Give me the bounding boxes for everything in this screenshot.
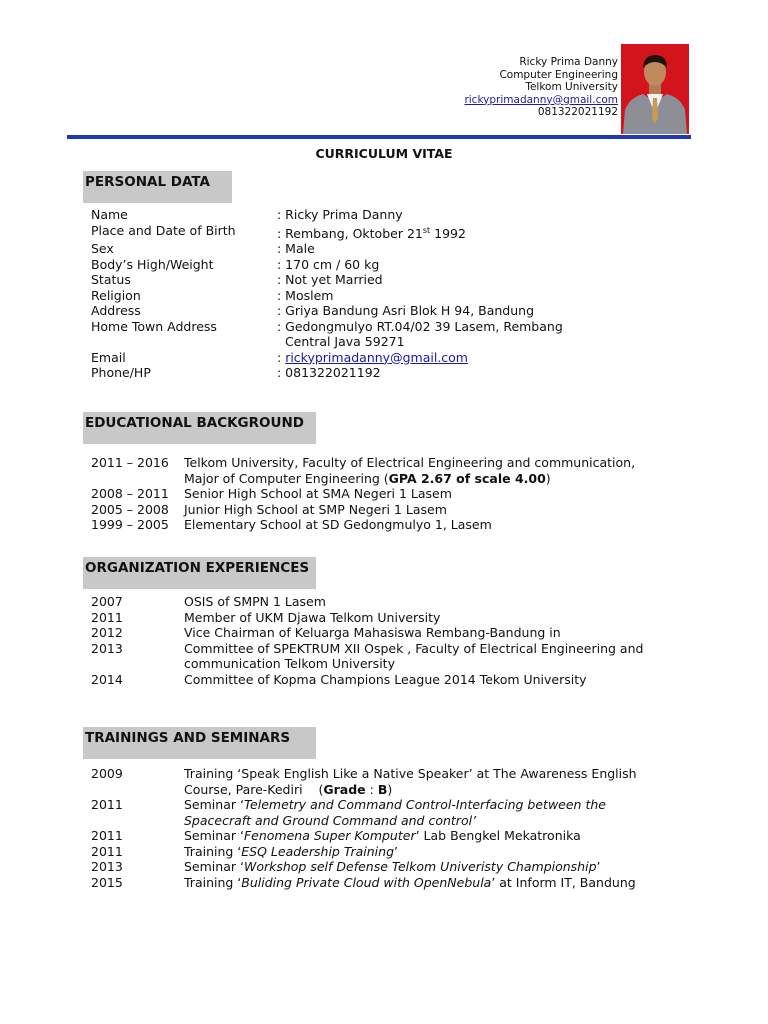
- entry-text-part: Training ‘: [184, 874, 242, 890]
- field-value-text: : Moslem: [277, 287, 334, 303]
- personal-data-row: [91, 334, 563, 350]
- training-row: [91, 766, 664, 782]
- entry-text: [184, 641, 664, 657]
- entry-text-suffix: ’ at Inform IT, Bandung: [491, 874, 636, 890]
- personal-data-list: [91, 207, 563, 381]
- entry-text: [184, 859, 664, 875]
- year: [91, 782, 184, 798]
- field-label: Address: [91, 303, 141, 319]
- entry-title-italic: Buliding Private Cloud with OpenNebula: [241, 874, 492, 890]
- year: 2015: [91, 874, 123, 890]
- year: 2012: [91, 625, 123, 640]
- entry-title-italic: Fenomena Super Komputer: [243, 828, 416, 843]
- entry-text-suffix: ): [387, 781, 393, 797]
- trainings-list: [91, 766, 664, 890]
- organization-row: [91, 625, 664, 641]
- entry-text-suffix: ’: [394, 843, 398, 859]
- entry-text: [184, 486, 664, 502]
- entry-text-part: Junior High School at SMP Negeri 1 Lasem: [184, 501, 447, 517]
- field-value-text: : Male: [277, 241, 315, 257]
- year: 2014: [91, 671, 123, 687]
- field-label: Home Town Address: [91, 318, 217, 334]
- personal-data-row: [91, 365, 563, 381]
- header-major: Computer Engineering: [499, 68, 618, 81]
- field-value-text: : Griya Bandung Asri Blok H 94, Bandung: [277, 303, 535, 319]
- field-value: [277, 241, 563, 257]
- personal-data-row: [91, 241, 563, 257]
- field-value: [277, 319, 563, 335]
- training-row: [91, 875, 664, 891]
- entry-text: [184, 797, 664, 813]
- entry-text-part: Training ‘Speak English Like a Native Speaker’ at The Awareness English: [184, 766, 637, 781]
- document-title: CURRICULUM VITAE: [315, 146, 453, 161]
- personal-data-row: [91, 288, 563, 304]
- entry-text-part: Senior High School at SMA Negeri 1 Lasem: [184, 486, 452, 501]
- entry-text: [184, 594, 664, 610]
- year: 2013: [91, 859, 123, 874]
- entry-text-part: Training ‘: [184, 843, 242, 859]
- personal-data-row: [91, 303, 563, 319]
- profile-photo: [621, 44, 689, 134]
- entry-text-part: communication Telkom University: [184, 656, 395, 671]
- entry-text-part: Seminar ‘: [184, 797, 244, 812]
- entry-text-part: Vice Chairman of Keluarga Mahasiswa Rembang-Bandung in: [184, 625, 561, 640]
- organization-list: [91, 594, 664, 687]
- personal-data-row: [91, 207, 563, 223]
- field-value: [277, 272, 563, 288]
- field-value: [277, 334, 563, 350]
- year: [91, 656, 184, 672]
- training-row: [91, 797, 664, 813]
- field-value-text: : 081322021192: [277, 365, 381, 381]
- year: 2011 – 2016: [91, 455, 169, 470]
- entry-text: [184, 875, 664, 891]
- personal-data-row: [91, 350, 563, 366]
- field-label: Place and Date of Birth: [91, 222, 236, 238]
- entry-text-part: OSIS of SMPN 1 Lasem: [184, 594, 326, 609]
- training-row: [91, 844, 664, 860]
- year: 2005 – 2008: [91, 501, 169, 517]
- field-value: [277, 350, 563, 366]
- education-row: [91, 471, 664, 487]
- field-value-text: : Ricky Prima Danny: [277, 207, 403, 222]
- entry-title-italic: Telemetry and Command Control-Interfacing between the: [243, 797, 606, 812]
- entry-text-part: Member of UKM Djawa Telkom University: [184, 609, 441, 625]
- year: 2011: [91, 843, 123, 859]
- entry-text: [184, 610, 664, 626]
- entry-text: [184, 766, 664, 782]
- training-row: [91, 859, 664, 875]
- training-row: [91, 813, 664, 829]
- year: [91, 471, 184, 487]
- entry-text-part: Seminar ‘: [184, 859, 244, 874]
- section-heading-organization: ORGANIZATION EXPERIENCES: [83, 557, 316, 589]
- education-list: [91, 455, 664, 533]
- entry-title-italic: Spacecraft and Ground Command and control’: [184, 812, 477, 828]
- year: 2007: [91, 594, 123, 609]
- field-label: Email: [91, 349, 126, 365]
- section-heading-education: EDUCATIONAL BACKGROUND: [83, 412, 316, 444]
- entry-text: [184, 625, 664, 641]
- entry-text-part: Committee of SPEKTRUM XII Ospek , Faculty of Electrical Engineering and: [184, 640, 644, 656]
- header-info: [464, 56, 618, 119]
- organization-row: [91, 672, 664, 688]
- entry-title-italic: Workshop self Defense Telkom Univeristy Championship: [243, 859, 597, 874]
- education-row: [91, 517, 664, 533]
- personal-data-row: [91, 223, 563, 242]
- entry-text-part: Seminar ‘: [184, 828, 244, 843]
- personal-data-row: [91, 272, 563, 288]
- entry-text-part: Committee of Kopma Champions League 2014 Tekom University: [184, 671, 587, 687]
- field-value: [277, 303, 563, 319]
- year: 2013: [91, 640, 123, 656]
- section-heading-personal-data: PERSONAL DATA: [83, 171, 232, 203]
- field-value-text: : 170 cm / 60 kg: [277, 256, 380, 272]
- field-value-suffix: 1992: [430, 225, 466, 241]
- year: [91, 813, 184, 829]
- training-row: [91, 828, 664, 844]
- field-label: [91, 334, 277, 350]
- field-label: Religion: [91, 287, 141, 303]
- personal-data-row: [91, 319, 563, 335]
- entry-text: [184, 782, 664, 798]
- field-value: [277, 257, 563, 273]
- entry-bold: GPA 2.67 of scale 4.00: [388, 470, 546, 486]
- year: 1999 – 2005: [91, 517, 169, 532]
- entry-text: [184, 455, 664, 471]
- superscript: st: [422, 225, 431, 235]
- field-label: Sex: [91, 241, 114, 257]
- entry-bold: B: [377, 781, 388, 797]
- education-row: [91, 502, 664, 518]
- year: 2011: [91, 797, 123, 812]
- education-row: [91, 486, 664, 502]
- year: 2008 – 2011: [91, 486, 169, 501]
- field-label: Name: [91, 207, 128, 222]
- personal-data-row: [91, 257, 563, 273]
- education-row: [91, 455, 664, 471]
- entry-text-suffix: ): [545, 470, 551, 486]
- header-university: Telkom University: [525, 81, 618, 94]
- organization-row: [91, 610, 664, 626]
- header-phone: 081322021192: [537, 106, 618, 119]
- entry-text-part: Major of Computer Engineering (: [184, 470, 389, 486]
- entry-text: [184, 672, 664, 688]
- field-value: [277, 365, 563, 381]
- field-value-text: : Gedongmulyo RT.04/02 39 Lasem, Rembang: [277, 318, 563, 334]
- year: 2009: [91, 766, 123, 781]
- field-label: Status: [91, 272, 131, 288]
- section-heading-trainings: TRAININGS AND SEMINARS: [83, 727, 316, 759]
- entry-text: [184, 813, 664, 829]
- entry-text: [184, 656, 664, 672]
- organization-row: [91, 656, 664, 672]
- organization-row: [91, 594, 664, 610]
- field-label: Body’s High/Weight: [91, 256, 214, 272]
- entry-text: [184, 471, 664, 487]
- entry-text-part: Course, Pare-Kediri (: [184, 781, 324, 797]
- entry-text-suffix: ’ Lab Bengkel Mekatronika: [415, 828, 581, 843]
- entry-text-suffix: ’: [596, 859, 601, 874]
- email-link[interactable]: rickyprimadanny@gmail.com: [285, 349, 468, 365]
- field-value: [277, 223, 563, 242]
- field-value-text: :: [277, 349, 286, 365]
- entry-text: [184, 517, 664, 533]
- field-label: Phone/HP: [91, 365, 151, 381]
- entry-text: [184, 828, 664, 844]
- field-value-text: : Not yet Married: [277, 272, 383, 288]
- year: 2011: [91, 609, 123, 625]
- entry-bold: Grade: [323, 781, 366, 797]
- field-value-text: Central Java 59271: [277, 334, 405, 350]
- field-value: [277, 288, 563, 304]
- entry-title-italic: ESQ Leadership Training: [241, 843, 395, 859]
- entry-text: [184, 844, 664, 860]
- header-rule: [67, 135, 691, 139]
- entry-text-suffix: :: [365, 781, 378, 797]
- header-email-link[interactable]: rickyprimadanny@gmail.com: [464, 93, 618, 106]
- entry-text-part: Elementary School at SD Gedongmulyo 1, Lasem: [184, 517, 492, 532]
- organization-row: [91, 641, 664, 657]
- field-value-text: : Rembang, Oktober 21: [277, 225, 423, 241]
- field-value: [277, 207, 563, 223]
- training-row: [91, 782, 664, 798]
- entry-text-part: Telkom University, Faculty of Electrical Engineering and communication,: [184, 455, 636, 470]
- header-name: Ricky Prima Danny: [519, 56, 618, 68]
- entry-text: [184, 502, 664, 518]
- year: 2011: [91, 828, 123, 843]
